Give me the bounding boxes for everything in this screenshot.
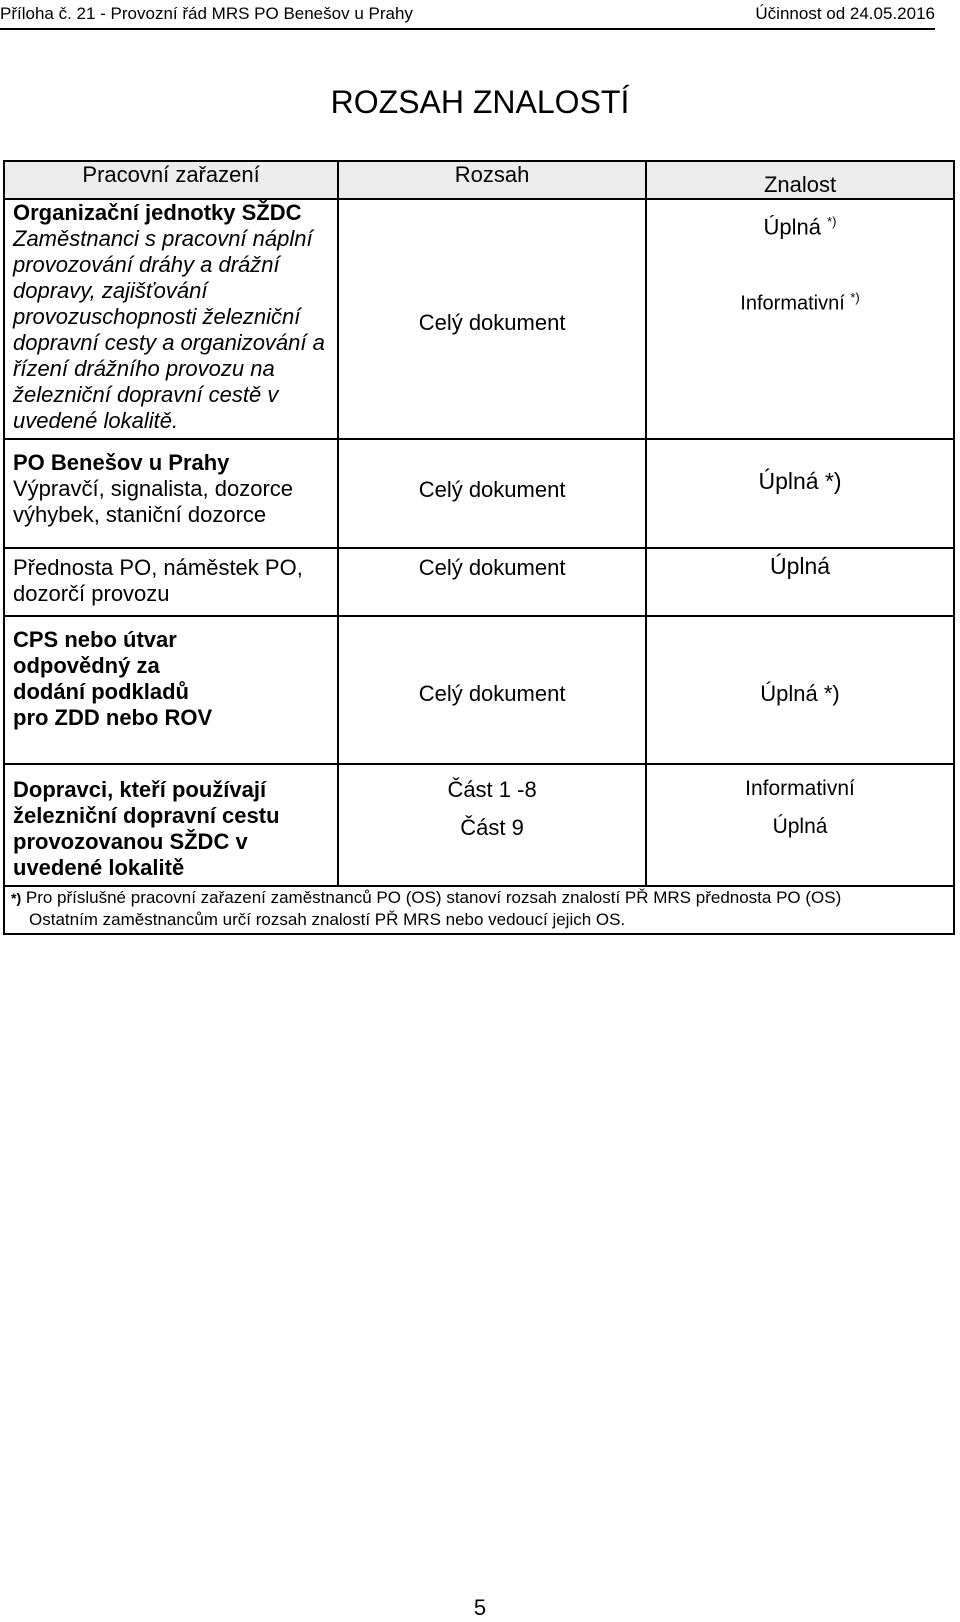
footnote-line-2: Ostatním zaměstnancům určí rozsah znalostí PŘ MRS nebo vedoucí jejich OS. xyxy=(29,910,626,929)
scope-text: Celý dokument xyxy=(418,681,566,706)
cell-position xyxy=(4,199,338,439)
column-header-scope: Rozsah xyxy=(338,161,646,199)
knowledge-text: Úplná *) xyxy=(763,214,837,240)
cell-scope xyxy=(338,439,646,548)
cell-position xyxy=(4,548,338,616)
table-row xyxy=(4,199,954,439)
cell-knowledge xyxy=(646,199,954,439)
footnote-row xyxy=(4,886,954,934)
cell-scope xyxy=(338,548,646,616)
column-header-knowledge: Znalost xyxy=(646,161,954,199)
cell-position xyxy=(4,764,338,886)
page-header xyxy=(0,2,935,30)
scope-text: Celý dokument xyxy=(418,555,566,580)
knowledge-text: Úplná *) xyxy=(760,681,840,706)
footnote-cell xyxy=(4,886,954,934)
cell-scope xyxy=(338,616,646,764)
column-header-position: Pracovní zařazení xyxy=(4,161,338,199)
knowledge-text: Úplná *) xyxy=(758,468,842,494)
scope-text: Celý dokument xyxy=(418,310,566,335)
row-text: CPS nebo útvar odpovědný za dodání podkladů pro ZDD nebo ROV xyxy=(13,627,213,730)
scope-text-2: Část 9 xyxy=(460,815,524,840)
table-row xyxy=(4,616,954,764)
header-left: Příloha č. 21 - Provozní řád MRS PO Benešov u Prahy xyxy=(0,4,413,23)
row-text: Dopravci, kteří používají železniční dopravní cestu provozovanou SŽDC v uvedené lokalitě xyxy=(13,777,280,880)
page-title: ROZSAH ZNALOSTÍ xyxy=(330,84,630,120)
knowledge-text-2: Úplná xyxy=(772,815,828,838)
row-heading: Organizační jednotky SŽDC xyxy=(13,200,302,225)
cell-position xyxy=(4,616,338,764)
footnote-mark: *) xyxy=(11,890,22,906)
footnote-line-1: *) Pro příslušné pracovní zařazení zaměstnanců PO (OS) stanoví rozsah znalostí PŘ MRS přednosta PO (OS) xyxy=(11,888,842,907)
cell-knowledge xyxy=(646,764,954,886)
knowledge-table xyxy=(3,160,955,935)
cell-scope xyxy=(338,199,646,439)
knowledge-text: Úplná xyxy=(769,553,831,579)
table-row xyxy=(4,439,954,548)
scope-text: Část 1 -8 xyxy=(447,777,537,802)
cell-knowledge xyxy=(646,548,954,616)
row-text: Zaměstnanci s pracovní náplní provozování dráhy a drážní dopravy, zajišťování provozuschopnosti železniční dopravní cesty a organizování a řízení drážního provozu na železniční dopravní cestě v uvedené lokalitě. xyxy=(13,226,325,433)
header-right: Účinnost od 24.05.2016 xyxy=(755,4,935,23)
table-header-row xyxy=(4,161,954,199)
page-number: 5 xyxy=(473,1595,487,1620)
row-text: Výpravčí, signalista, dozorce výhybek, staniční dozorce xyxy=(13,476,294,527)
table-row xyxy=(4,548,954,616)
knowledge-text-2: Informativní *) xyxy=(740,290,860,315)
row-heading: PO Benešov u Prahy xyxy=(13,450,230,475)
cell-position xyxy=(4,439,338,548)
cell-scope xyxy=(338,764,646,886)
cell-knowledge xyxy=(646,616,954,764)
scope-text: Celý dokument xyxy=(418,477,566,502)
knowledge-text: Informativní xyxy=(745,777,855,800)
cell-knowledge xyxy=(646,439,954,548)
row-text: Přednosta PO, náměstek PO, dozorčí provozu xyxy=(13,555,303,606)
table-row xyxy=(4,764,954,886)
